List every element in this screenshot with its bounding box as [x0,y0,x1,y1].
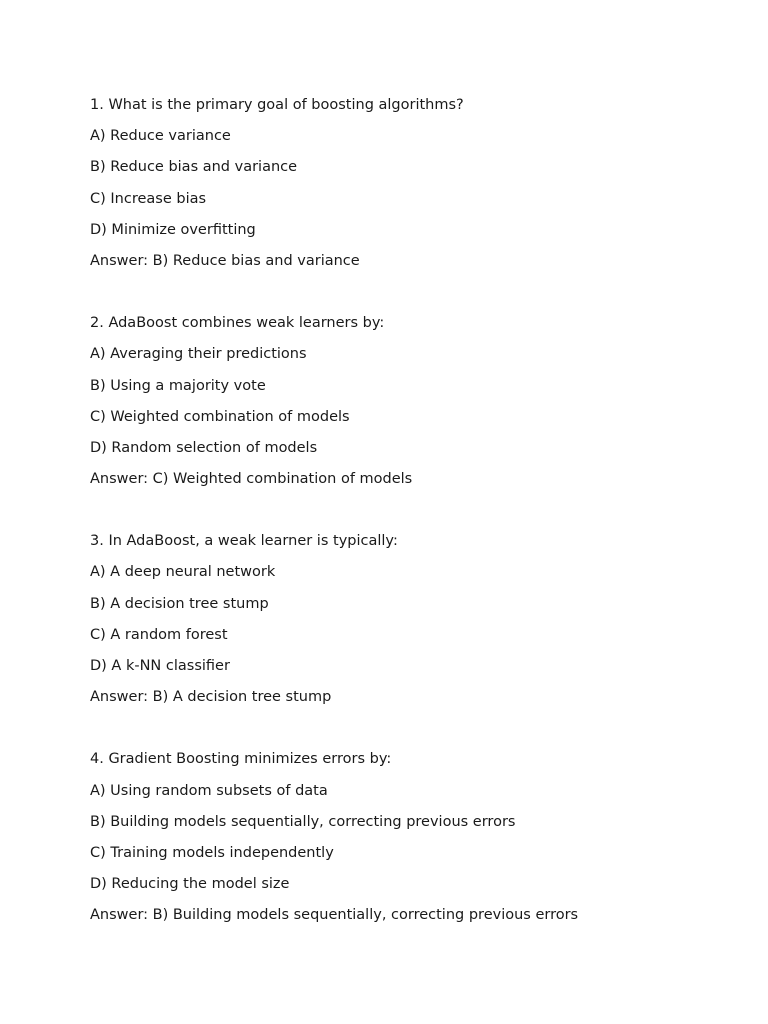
answer-text: Answer: B) Building models sequentially, correcting previous errors [90,907,579,924]
option-d: D) Reducing the model size [90,876,290,893]
question-block-3 [90,526,730,713]
option-c: C) Increase bias [90,190,207,207]
answer-text: Answer: B) A decision tree stump [90,689,332,706]
question-text: 2. AdaBoost combines weak learners by: [90,315,385,332]
question-text: 1. What is the primary goal of boosting algorithms? [90,97,464,113]
question-block-2 [90,308,730,495]
option-c: C) Training models independently [90,844,334,861]
option-a: A) Averaging their predictions [90,346,307,363]
answer-text: Answer: C) Weighted combination of models [90,471,413,488]
option-d: D) Random selection of models [90,439,318,456]
question-text: 4. Gradient Boosting minimizes errors by: [90,751,392,768]
option-d: D) A k-NN classifier [90,658,230,674]
option-c: C) Weighted combination of models [90,408,350,425]
option-a: A) Reduce variance [90,128,231,145]
option-b: B) Using a majority vote [90,377,266,394]
option-b: B) A decision tree stump [90,595,269,612]
option-b: B) Reduce bias and variance [90,159,298,176]
option-c: C) A random forest [90,626,228,643]
answer-text: Answer: B) Reduce bias and variance [90,252,360,269]
option-a: A) Using random subsets of data [90,782,328,799]
quiz-document [90,90,730,963]
question-text: 3. In AdaBoost, a weak learner is typically: [90,533,398,550]
question-block-4 [90,744,730,931]
option-b: B) Building models sequentially, correcting previous errors [90,813,516,830]
option-d: D) Minimize overfitting [90,221,256,238]
question-block-1 [90,90,730,277]
option-a: A) A deep neural network [90,564,276,581]
